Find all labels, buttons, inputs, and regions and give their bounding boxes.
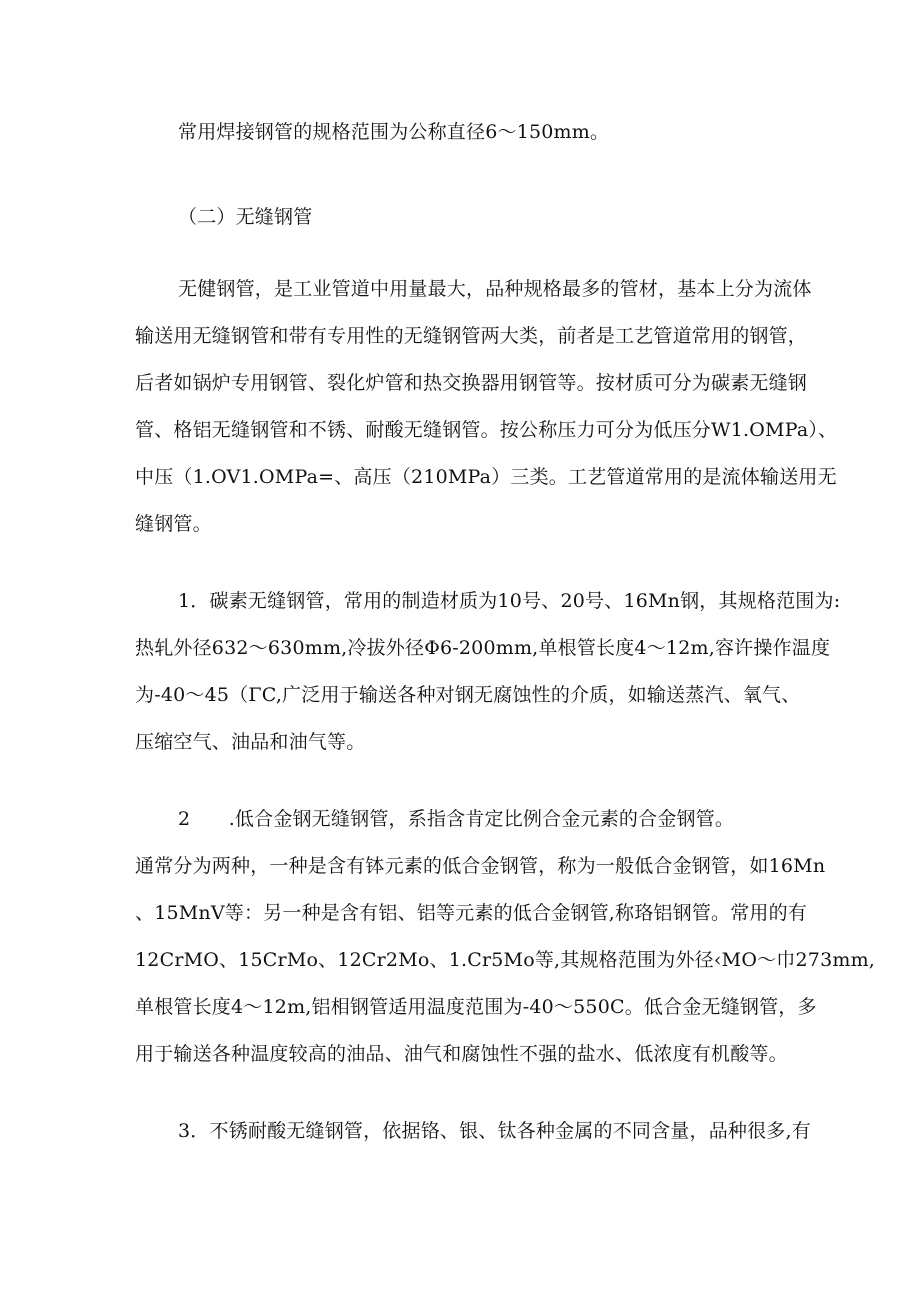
paragraph-line: 压缩空气、油品和油气等。: [135, 731, 366, 753]
paragraph-line: 、15MnV等：另一种是含有铝、铝等元素的低合金钢管,称珞铝钢管。常用的有: [135, 902, 808, 924]
paragraph-line: 缝钢管。: [135, 513, 212, 535]
paragraph-line: 通常分为两种，一种是含有钵元素的低合金钢管，称为一般低合金钢管，如16Mn: [135, 855, 826, 877]
paragraph-line: 后者如锅炉专用钢管、裂化炉管和热交换器用钢管等。按材质可分为碳素无缝钢: [135, 372, 808, 394]
paragraph-line: 2 .低合金钢无缝钢管，系指含肯定比例合金元素的合金钢管。: [178, 808, 735, 830]
paragraph-line: 中压（1.OV1.OMPa=、高压（210MPa）三类。工艺管道常用的是流体输送用无: [135, 466, 837, 488]
paragraph-line: 1．碳素无缝钢管，常用的制造材质为10号、20号、16Mn钢，其规格范围为:: [178, 590, 841, 612]
intro-line: 常用焊接钢管的规格范围为公称直径6～150mm。: [178, 121, 610, 143]
section-heading: （二）无缝钢管: [178, 206, 313, 228]
paragraph-line: 输送用无缝钢管和带有专用性的无缝钢管两大类，前者是工艺管道常用的钢管，: [135, 325, 808, 347]
paragraph-line: 3．不锈耐酸无缝钢管，依据铬、银、钛各种金属的不同含量，品种很多,有: [178, 1120, 811, 1142]
paragraph-line: 无健钢管，是工业管道中用量最大，品种规格最多的管材，基本上分为流体: [178, 278, 812, 300]
paragraph-line: 为-40～45（ΓC,广泛用于输送各种对钢无腐蚀性的介质，如输送蒸汽、氧气、: [135, 684, 801, 706]
paragraph-line: 12CrMO、15CrMo、12Cr2Mo、1.Cr5Mo等,其规格范围为外径‹MO～巾273mm,: [135, 949, 876, 971]
paragraph-line: 用于输送各种温度较高的油品、油气和腐蚀性不强的盐水、低浓度有机酸等。: [135, 1043, 788, 1065]
paragraph-line: 热轧外径632～630mm,冷拔外径Φ6-200mm,单根管长度4～12m,容许操作温度: [135, 637, 831, 659]
paragraph-line: 管、格铝无缝钢管和不锈、耐酸无缝钢管。按公称压力可分为低压分W1.OMPa）、: [135, 419, 838, 441]
paragraph-line: 单根管长度4～12m,铝相钢管适用温度范围为-40～550C。低合金无缝钢管，多: [135, 996, 817, 1018]
